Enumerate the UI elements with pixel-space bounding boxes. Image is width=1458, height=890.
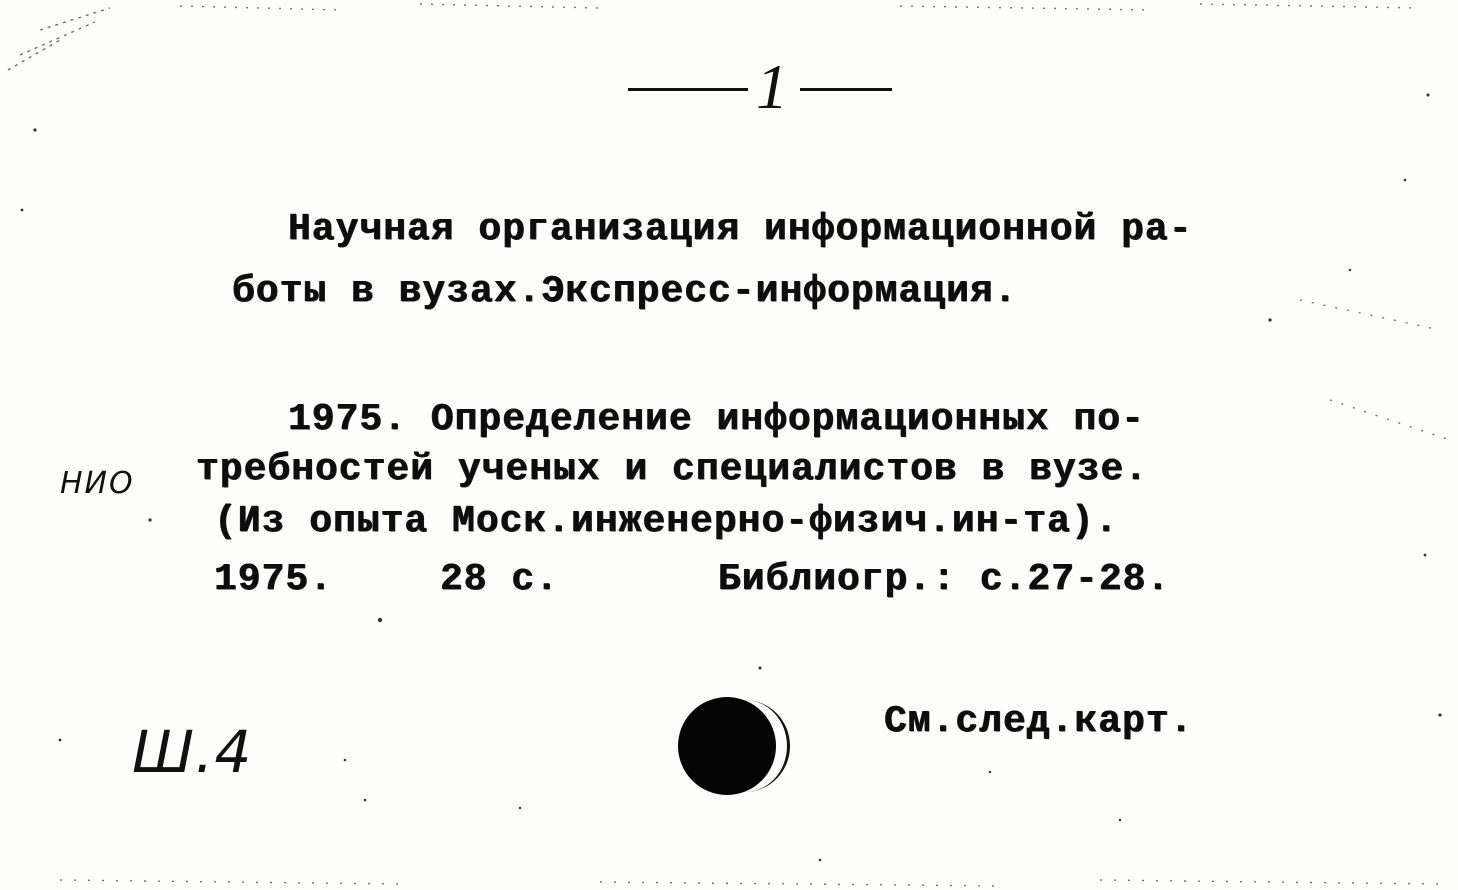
entry-line-2: требностей ученых и специалистов в вузе. [196, 448, 1149, 491]
card-number-dash-right [800, 88, 892, 91]
shelf-mark: Ш.4 [132, 718, 253, 786]
margin-note: НИО [60, 466, 135, 501]
punch-hole-rim [700, 700, 790, 792]
card-number [628, 51, 892, 128]
continuation-note: См.след.карт. [884, 700, 1194, 743]
entry-pages: 28 с. [440, 558, 560, 601]
title-line-1: Научная организация информационной ра- [288, 208, 1193, 251]
entry-line-1: 1975. Определение информационных по- [288, 398, 1145, 441]
entry-bibliography: Библиогр.: с.27-28. [718, 558, 1171, 601]
entry-year: 1975. [214, 558, 334, 601]
card-number-dash-left [628, 88, 748, 91]
title-line-2: боты в вузах.Экспресс-информация. [232, 270, 1018, 313]
card-number-value: 1 [756, 51, 788, 122]
entry-line-3: (Из опыта Моск.инженерно-физич.ин-та). [214, 500, 1119, 543]
